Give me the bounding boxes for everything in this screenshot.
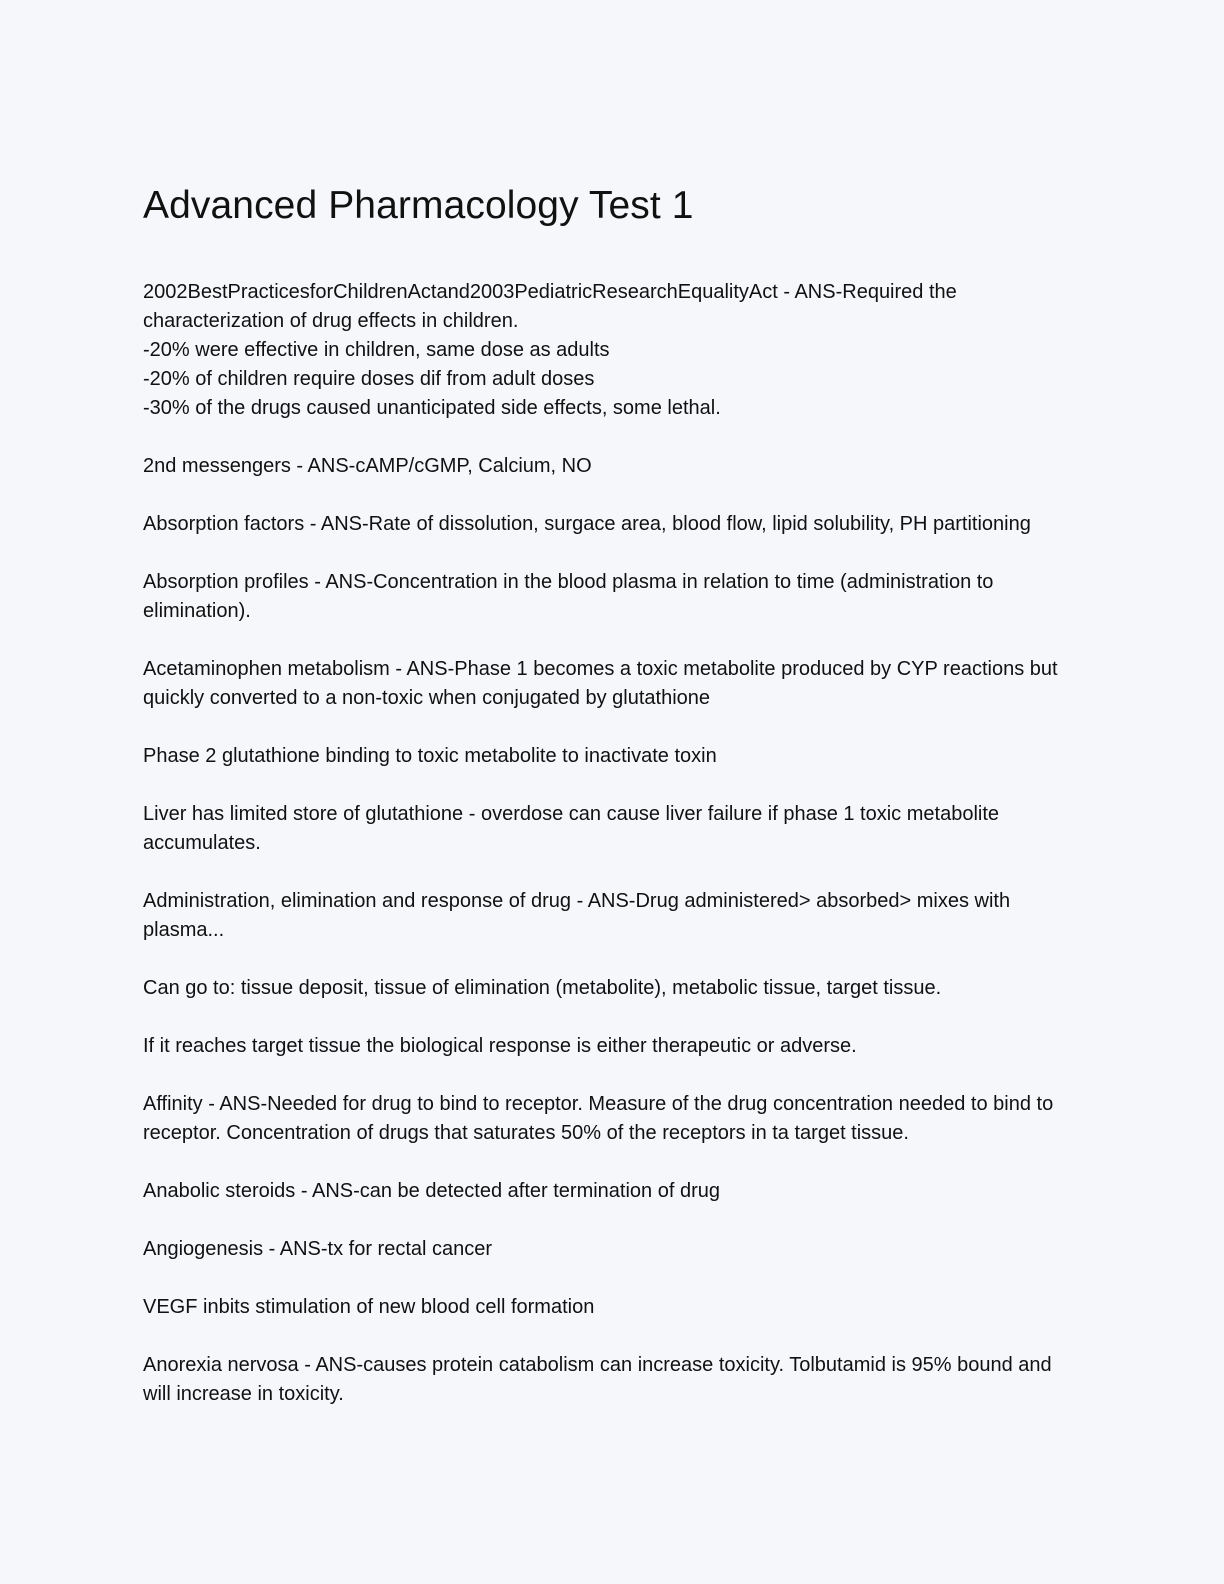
entry-text: If it reaches target tissue the biological response is either therapeutic or adverse. [143,1035,857,1057]
entry-administration-elimination [143,887,1083,945]
entry-anabolic-steroids [143,1177,1083,1206]
entry-liver-glutathione [143,800,1083,858]
entry-absorption-factors [143,510,1083,539]
entry-anorexia-nervosa [143,1351,1083,1409]
entry-angiogenesis [143,1235,1083,1264]
entry-affinity [143,1090,1083,1148]
entry-vegf [143,1293,1083,1322]
entry-text: 2002BestPracticesforChildrenActand2003PediatricResearchEqualityAct - ANS-Required the characterization of drug effects in children. [143,281,957,332]
entry-text: Absorption factors - ANS-Rate of dissolution, surgace area, blood flow, lipid solubility, PH partitioning [143,513,1031,535]
entry-phase-2-glutathione [143,742,1083,771]
entry-target-tissue-response [143,1032,1083,1061]
entry-text: Administration, elimination and response of drug - ANS-Drug administered> absorbed> mixes with plasma... [143,890,1011,941]
entry-can-go-to [143,974,1083,1003]
entry-text: -20% were effective in children, same dose as adults [143,339,610,361]
entry-text: Anabolic steroids - ANS-can be detected after termination of drug [143,1180,720,1202]
entry-text: VEGF inbits stimulation of new blood cell formation [143,1296,595,1318]
entry-text: Angiogenesis - ANS-tx for rectal cancer [143,1238,493,1260]
document-page [143,180,1083,1438]
entry-text: Acetaminophen metabolism - ANS-Phase 1 becomes a toxic metabolite produced by CYP reactions but quickly converted to a non-toxic when conjugated by glutathione [143,658,1058,709]
entry-text: Absorption profiles - ANS-Concentration in the blood plasma in relation to time (administration to elimination). [143,571,994,622]
entry-text: Liver has limited store of glutathione - overdose can cause liver failure if phase 1 toxic metabolite accumulates. [143,803,1000,854]
entry-text: Anorexia nervosa - ANS-causes protein catabolism can increase toxicity. Tolbutamid is 95% bound and will increase in toxicity. [143,1354,1052,1405]
entry-text: -20% of children require doses dif from adult doses [143,368,595,390]
entry-text: -30% of the drugs caused unanticipated side effects, some lethal. [143,397,721,419]
entry-absorption-profiles [143,568,1083,626]
entry-text: 2nd messengers - ANS-cAMP/cGMP, Calcium, NO [143,455,592,477]
entry-2nd-messengers [143,452,1083,481]
document-title: Advanced Pharmacology Test 1 [143,184,694,227]
entry-best-practices-act [143,278,1083,423]
entry-acetaminophen-metabolism [143,655,1083,713]
entry-list [143,278,1083,1409]
entry-text: Can go to: tissue deposit, tissue of elimination (metabolite), metabolic tissue, target tissue. [143,977,942,999]
entry-text: Phase 2 glutathione binding to toxic metabolite to inactivate toxin [143,745,717,767]
entry-text: Affinity - ANS-Needed for drug to bind to receptor. Measure of the drug concentration needed to bind to receptor. Concentration of drugs that saturates 50% of the receptors in ta target tissue. [143,1093,1054,1144]
